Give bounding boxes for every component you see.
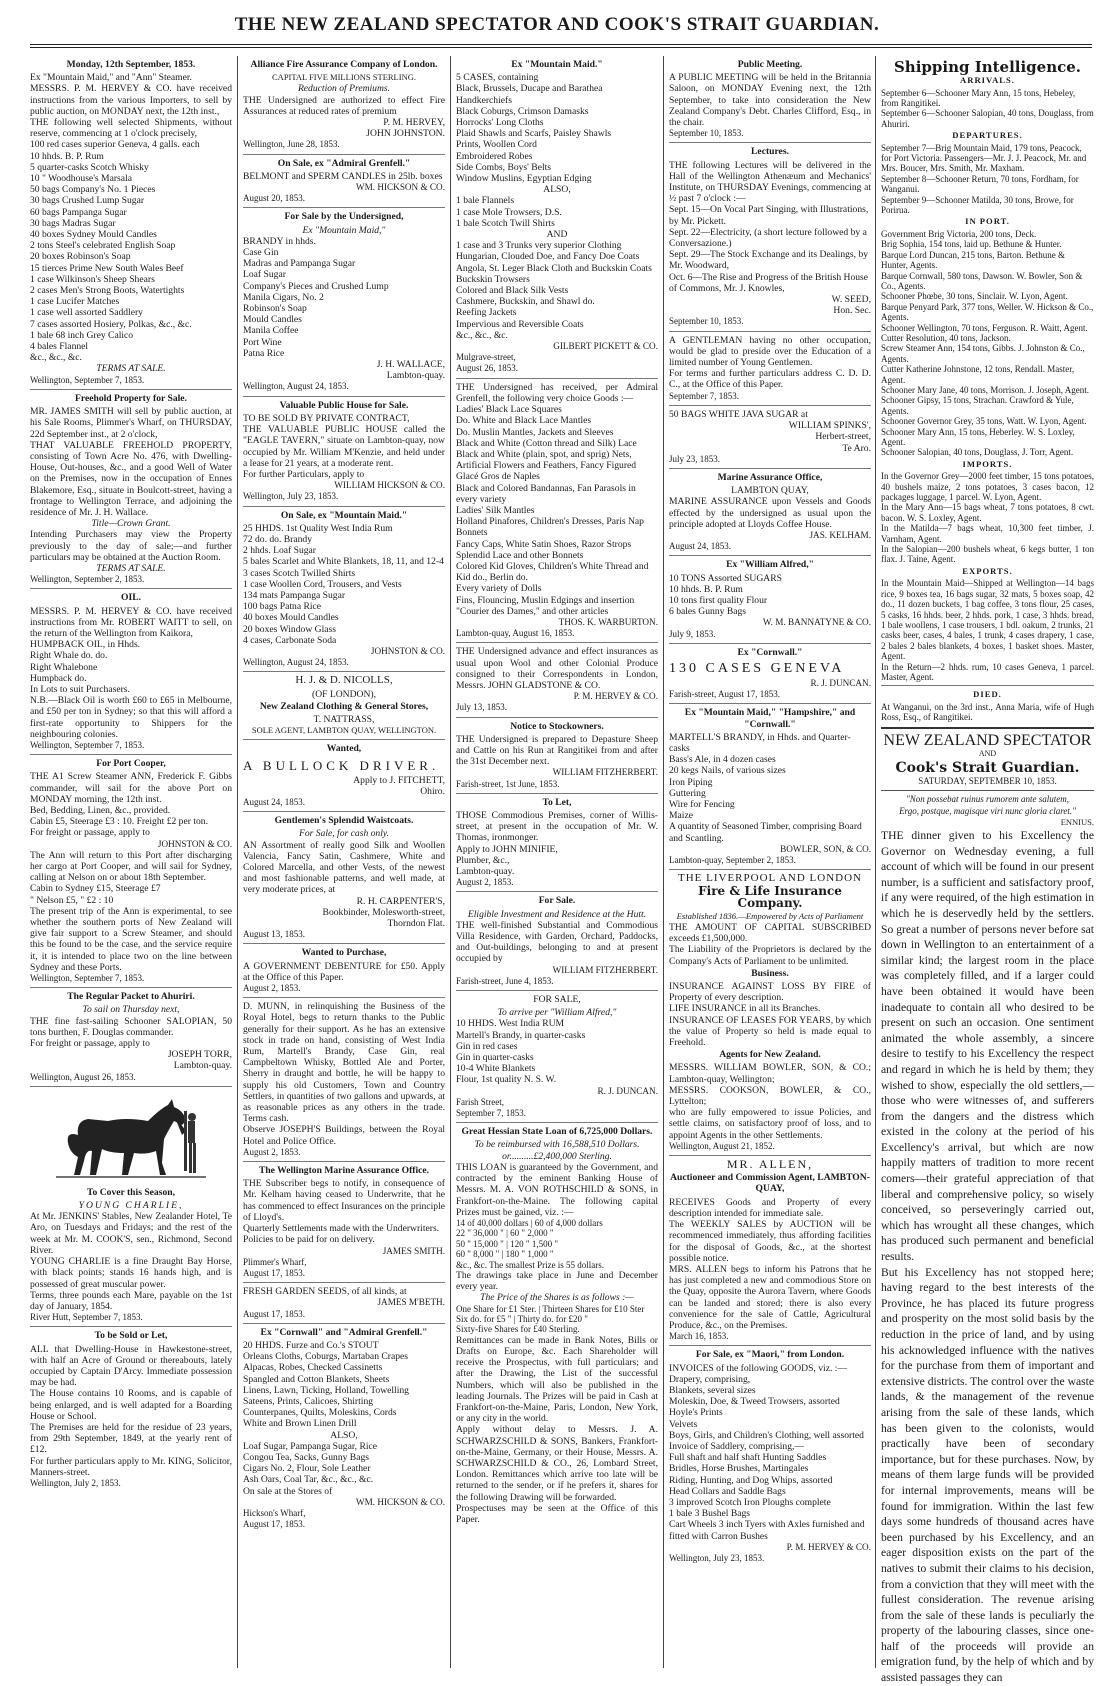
ad-text: THE Undersigned advance and effect insurances as usual upon Wool and other Colonial Produce consigned to their Correspondents in London, Messrs. JOHN GLADSTONE & CO. [456, 646, 658, 691]
waistcoats-ad [243, 815, 445, 944]
ad-heading: OIL. [121, 592, 141, 604]
ad-heading: Fire & Life Insurance Company. [698, 884, 842, 910]
ad-text: MESSRS. P. M. HERVEY & CO. have received instructions from Mr. ROBERT WAITT to sell, on the return of the Wellington from Kaikora, [30, 605, 232, 639]
ad-signature: WILLIAM FITZHERBERT. [552, 767, 658, 778]
ad-subheading: ALSO, [543, 184, 571, 196]
ad-signature: P. M. HERVEY, JOHN JOHNSTON. [366, 117, 445, 140]
column-3 [456, 58, 658, 1670]
ad-heading: Great Hessian State Loan of 6,725,000 Dollars. [461, 1126, 653, 1138]
ad-text: Intending Purchasers may view the Property previously to the day of sale;—and further particulars may be obtained at the Auction Room. [30, 529, 232, 563]
ad-subheading: Eligible Investment and Residence at the Hutt. [467, 908, 647, 920]
ad-date: August 24, 1853. [669, 541, 732, 552]
section-text: September 7—Brig Mountain Maid, 179 tons, Peacock, for Port Victoria. Passengers—Mr. J. J. Peacock, Mr. and Mrs. Boucer, Mrs. Smith, Mr. Maxham. September 8—Schooner Return, 70 tons, Fordham, for Wanganui. September 9—Schooner Matilda, 30 tons, Browe, for Porirua. [881, 142, 1087, 216]
ad-text: THE AMOUNT OF CAPITAL SUBSCRIBED exceeds £1,500,000. [669, 922, 871, 945]
ad-date: Wellington, September 7, 1853. [30, 739, 145, 750]
ad-signature: JAMES SMITH. [382, 1245, 445, 1256]
ad-items: 20 HHDS. Furze and Co.'s STOUT Orleans Cloths, Coburgs, Martaban Crapes Alpacas, Robes, Checked Cassinetts Spangled and Cotton Blankets, Sheets Linens, Lawn, Ticking, Holland, Towelling Sateens, Prints, Calicoes, Shirting Counterpanes, Quilts, Moleskins, Cords White and Brown Linen Drill [243, 1339, 409, 1430]
ad-items: 25 HHDS. 1st Quality West India Rum 72 do. do. Brandy 2 hhds. Loaf Sugar 5 bales Scarlet and White Blankets, 18, 11, and 12-4 3 cases Scotch Twilled Shirts 1 case Woollen Cord, Trousers, and Vests 134 mats Pampanga Sugar 100 bags Patna Rice 40 boxes Mould Candles 20 boxes Window Glass 4 cases, Carbonate Soda [243, 522, 444, 646]
ad-text: AN Assortment of really good Silk and Woollen Valencia, Fancy Satin, Cashmere, White and Colored Marcella, and other Vests, of the newest and most fashionable patterns, and well made, at very moderate prices, at [243, 839, 445, 896]
william-alfred-sale-ad [456, 994, 658, 1123]
column-2 [243, 58, 445, 1670]
ad-subheading: To sail on Thursday next, [82, 1004, 180, 1016]
ad-text: THE fine fast-sailing Schooner SALOPIAN, 50 tons burthen, F. Douglas commander. For freight or passage, apply to [30, 1015, 232, 1050]
ad-items: MARTELL'S BRANDY, in Hhds. and Quarter-casks Bass's Ale, in 4 dozen cases 20 kegs Nails, of various sizes Iron Piping Guttering Wire for Fencing Maize A quantity of Seasoned Timber, comprising Board and Scantling. [669, 731, 862, 844]
alliance-ad [243, 59, 445, 155]
ad-terms: TERMS AT SALE. [96, 562, 166, 574]
ad-signature: R. J. DUNCAN. [810, 677, 871, 688]
editorial-title: NEW ZEALAND SPECTATOR [883, 731, 1092, 749]
ad-date: Hickson's Wharf, August 17, 1853. [243, 1507, 306, 1530]
section-text: In the Mountain Maid—Shipped at Wellington—14 bags rice, 9 boxes tea, 16 bags sugar, 32 mats, 5 boxes soap, 42 do., 11 dozen buckets, 1 bag coffee, 3 tons flour, 25 cases, 5 casks, 16 hhds. beer, 2 hhds. pork, 1 case, 3 hhds. bread, 1 bale woollens, 1 case trousers, 1 bdl. oakum, 2 trunks, 21 casks beer, cases, 4 bales, 1 trunk, 4 cases drapery, 1 case, 2 bales 2 bales blankets, 4 boxes, 1 basket shoes. Master, Agent. In the Return—2 hhds. rum, 10 cases Geneva, 1 parcel. Master, Agent. [881, 578, 1094, 682]
horse-illustration [56, 1091, 206, 1183]
ad-text: THIS LOAN is guaranteed by the Government, and contracted by the eminent Banking House of Messrs. M. A. VON ROTHSCHILD & SONS, in Frankfort-on-the-Maine. The following capital Prizes must be gained, viz. :— [456, 1161, 658, 1218]
young-charlie-ad [30, 1091, 232, 1327]
ad-date: September 10, 1853. [669, 128, 744, 139]
ad-items: 10 HHDS. West India RUM Martell's Brandy, in quarter-casks Gin in red cases Gin in quarter-casks 10-4 White Blankets Flour, 1st quality N. S. W. [456, 1018, 586, 1086]
liverpool-insurance-ad [669, 873, 871, 1156]
ad-text: For further particulars apply to Mr. KING, Solicitor, Manners-street. [30, 1455, 232, 1478]
shipping-title: Shipping Intelligence. [893, 58, 1082, 76]
masthead-rule [30, 44, 1092, 45]
editorial-date: SATURDAY, SEPTEMBER 10, 1853. [918, 776, 1057, 787]
ad-signature: BOWLER, SON, & CO. [780, 843, 871, 854]
ad-text: A GENTLEMAN having no other occupation, would be glad to preside over the Education of a limited number of Young Gentlemen. For terms and further particulars address C. D. D. C., at the Office of this Paper. [669, 334, 871, 391]
ad-heading: Public Meeting. [737, 59, 803, 70]
ad-heading: Ex "William Alfred," [726, 559, 814, 571]
cornwall-geneva-ad [669, 647, 871, 705]
ad-heading: On Sale, ex "Mountain Maid." [280, 509, 408, 521]
ad-heading: For Sale by the Undersigned, [284, 211, 404, 223]
bowler-ad [669, 707, 871, 870]
maori-goods-ad [669, 1349, 871, 1567]
ad-items: HUMPBACK OIL, in Hhds. Right Whale do. do. Right Whalebone Humpback do. In Lots to suit Purchasers. [30, 639, 141, 695]
ad-signature: W. SEED, Hon. Sec. [831, 294, 871, 317]
ad-signature: GILBERT PICKETT & CO. [553, 341, 658, 352]
column-rule [237, 56, 238, 1668]
editorial-body: THE dinner given to his Excellency the Governor on Wednesday evening, a full account of which will be found in our present number, is a sufficient and satisfactory proof, if any were required, of the high estimation in which he is deservedly held by the settlers. So great a number of persons never before sat down in Wellington to an entertainment of a similar kind; the largest room in the place was completely filled, and if a larger could have been obtained it would have been inadequate to contain all who desired to be present on such an occasion. One sentiment animated the whole assembly, a sincere desire to testify to his Excellency the respect and regard in which he is held by them; they wished to show, especially the old settlers,—those who were witnesses of, and sufferers from the dangers and the distress which existed in the colony at the period of his Excellency's arrival, but which are now happily matters of tradition to more recent comers—their grateful appreciation of that liberal and comprehensive policy, so wisely conceived, so perseveringly carried out, which has wrought all these changes, which has produced such permanent and beneficial results. But his Excellency has not stopped here; having regard to the best interests of the Province, he has placed its future progress and prosperity on the most solid basis by the reduction in the price of land, and by using his acknowledged influence with the natives for the purchase from them of important and extensive districts. The control over the waste lands, & the management of the revenue arising from the sale of these lands, which has been given to the colonists, would practically have been of secondary importance, but for these purchases. Now, by means of them large funds will be provided for internal improvements, means will be found for immigration. Within the last few days some hundreds of thousand acres have been purchased by his Excellency, and an eager disposition exists on the part of the natives to submit their claims to his decision, from a conviction that they will meet with the fullest consideration. The revenue arising from the sale of these lands is peculiarly the property of the labouring classes, since one-half of the proceeds will provide an emigration fund, by the help of which and by assisted passages they can [881, 829, 1094, 1685]
warburton-ad [456, 382, 658, 644]
ad-date: Wellington, August 24, 1853. [243, 657, 349, 668]
ad-heading: For Sale. [538, 895, 576, 907]
ad-text: The WEEKLY SALES by AUCTION will be recommenced immediately, thus affording facilities for the disposal of Goods, &c., at the shortest possible notice. [669, 1219, 871, 1264]
oil-ad [30, 592, 232, 755]
ad-text: THE following Lectures will be delivered in the Hall of the Wellington Athenæum and Mechanics' Institute, on THURSDAY Evenings, commencing at ½ past 7 o'clock :— [669, 159, 871, 205]
ad-items: BRANDY in hhds. Case Gin Madras and Pampanga Sugar Loaf Sugar Company's Pieces and Crushed Lump Manila Cigars, No. 2 Robinson's Soap Mould Candles Manila Coffee Port Wine Patna Rice [243, 235, 389, 359]
ad-date: August 17, 1853. [243, 1308, 306, 1319]
section-heading: IN PORT. [965, 216, 1010, 227]
ad-items: 1 bale Flannels 1 case Mole Trowsers, D.S. 1 bale Scotch Twill Shirts [456, 195, 562, 229]
ad-text: Title—Crown Grant. [91, 518, 171, 530]
ad-heading: Business. [751, 967, 789, 979]
ad-text: 50 BAGS WHITE JAVA SUGAR at [669, 408, 808, 420]
ad-text: The present trip of the Ann is experimental, to see whether the southern ports of New Zealand will give fair support to a Screw Steamer, and should this be found to be the case, and the service require it, it is intended to place two on the line between Sydney and these Ports. [30, 905, 232, 973]
ad-signature: JOHNSTON & CO. [370, 645, 445, 656]
editorial-title-and: AND [978, 748, 997, 758]
ad-text: THE well-finished Substantial and Commodious Villa Residence, with Garden, Orchard, Paddocks, and Out-buildings, belonging to and at present occupied by [456, 919, 658, 965]
ad-date: August 2, 1853. [243, 983, 301, 994]
ad-text: THE VALUABLE PUBLIC HOUSE called the "EAGLE TAVERN," situate on Lambton-quay, now occupied by Mr. William M'Kenzie, and held under a lease for 21 years, at a moderate rent. For further Particulars, apply to [243, 424, 445, 480]
ad-date: March 16, 1853. [669, 1331, 729, 1342]
ad-signature: THOS. K. WARBURTON. [558, 616, 658, 627]
ad-signature: JOSEPH TORR, Lambton-quay. [167, 1049, 232, 1072]
ad-subheading: ALSO, [330, 1429, 358, 1441]
column-5 [881, 58, 1094, 1685]
ad-title: 130 CASES GENEVA [669, 660, 845, 676]
ad-heading: Gentlemen's Splendid Waistcoats. [274, 815, 414, 827]
ad-heading: Marine Assurance Office, [717, 471, 823, 483]
stout-ad [243, 1327, 445, 1534]
tavern-ad [243, 400, 445, 507]
ad-subheading: YOUNG CHARLIE, [78, 1200, 184, 1212]
ad-text: Terms, three pounds each Mare, payable on the 1st day of January, 1854. [30, 1289, 232, 1312]
ad-date: Wellington, August 21, 1852. [669, 1140, 775, 1151]
ad-intro: Ex "Mountain Maid," and "Ann" Steamer. MESSRS. P. M. HERVEY & CO. have received instructions from the various Importers, to sell by public auction, on MONDAY next, the 12th inst., [30, 72, 232, 117]
ad-date: August 2, 1853. [456, 877, 514, 888]
ad-date: Wellington, July 23, 1853. [243, 491, 339, 502]
ad-text: THE Undersigned are authorized to effect Fire Assurances at reduced rates of premium [243, 94, 445, 117]
ad-signature: JAMES M'BETH. [377, 1297, 445, 1308]
ad-heading: New Zealand Clothing & General Stores, [259, 700, 429, 712]
ad-text: Established 1836.—Empowered by Acts of Parliament [676, 910, 864, 921]
ad-text: THE Subscriber begs to notify, in consequence of Mr. Kelham having ceased to Underwrite, that he has commenced to effect Insurances on the principle of Lloyd's. Quarterly Settlements made with the Underwriters. Policies to be paid for on delivery. [243, 1178, 445, 1246]
ad-date: Farish-street, August 17, 1853. [669, 689, 780, 700]
column-4 [669, 58, 871, 1670]
ad-signature: R. J. DUNCAN. [597, 1085, 658, 1096]
allen-ad [669, 1159, 871, 1346]
ad-date: Wellington, June 28, 1853. [243, 139, 340, 150]
ad-text: FRESH GARDEN SEEDS, of all kinds, at [243, 1286, 407, 1298]
java-sugar-ad [669, 409, 871, 469]
ad-heading: To Cover this Season, [87, 1186, 175, 1198]
column-1 [30, 58, 232, 1670]
ad-date: Wellington, September 7, 1853. [30, 973, 145, 984]
ad-heading: THE LIVERPOOL AND LONDON [678, 872, 862, 885]
marine-office-ad [243, 1165, 445, 1283]
nicolls-ad [243, 675, 445, 740]
ad-date: July 13, 1853. [456, 702, 508, 713]
ad-text: MRS. ALLEN begs to inform his Patrons that he has just completed a new and commodious Store on the Quay, opposite the Aurora Tavern, where Goods can be landed and stored; there is also every convenience for the sale of Cattle, Agricultural Produce, &c., on the Premises. [669, 1263, 871, 1331]
to-let-ad [456, 797, 658, 893]
ad-text: RECEIVES Goods and Property of every description intended for immediate sale. [669, 1196, 871, 1219]
ad-date: July 23, 1853. [669, 453, 721, 464]
ad-date: Wellington, July 23, 1853. [669, 1552, 765, 1563]
port-cooper-ad [30, 758, 232, 988]
advance-ad [456, 646, 658, 717]
section-heading: IMPORTS. [962, 458, 1013, 469]
ad-text: D. MUNN, in relinquishing the Business of the Royal Hotel, begs to return thanks to the Public generally for their support. As he has an extensive stock in trade on hand, consisting of West India Rum, Martell's Brandy, Case Gin, real Campbeltown Whisky, Bottled Ale and Porter, Sherry in draught and bottle, he will be happy to supply his old Customers, Town and Country Settlers, in quantities of two gallons and upwards, at as reasonable prices as any others in the trade. Terms cash. [243, 1001, 445, 1125]
ad-signature: WM. HICKSON & CO. [355, 182, 445, 193]
ad-text: The House contains 10 Rooms, and is capable of being enlarged, and is well adapted for a Boarding House or School. [30, 1388, 232, 1422]
editorial-epigraph: "Non possebat ruinus rumorem ante salutem, Ergo, postque, magisque viri nunc gloria claret." [899, 794, 1076, 816]
ad-items: 10 TONS Assorted SUGARS 10 hhds. B. P. Rum 10 tons first quality Flour 6 bales Gunny Bags [669, 572, 782, 618]
ad-date: September 7, 1853. [669, 390, 739, 401]
ad-date: July 9, 1853. [669, 628, 716, 639]
ad-text: SOLE AGENT, LAMBTON QUAY, WELLINGTON. [251, 725, 437, 736]
ad-heading: On Sale, ex "Admiral Grenfell." [277, 157, 411, 169]
ad-text: TO BE SOLD BY PRIVATE CONTRACT, [243, 412, 410, 424]
ad-date: August 2, 1853. [243, 1146, 301, 1157]
ad-subheading: CAPITAL FIVE MILLIONS STERLING. [272, 72, 416, 83]
pickett-ad [456, 59, 658, 379]
gentleman-ad [669, 335, 871, 406]
ad-text: Observe JOSEPH'S Buildings, between the Royal Hotel and Police Office. [243, 1124, 445, 1147]
ad-text: BELMONT and SPERM CANDLES in 25lb. boxes [243, 170, 443, 182]
ad-date: September 10, 1853. [669, 316, 744, 327]
ad-signature: WILLIAM FITZHERBERT. [552, 964, 658, 975]
ad-heading: Wanted, [326, 743, 362, 755]
ad-text: The Premises are held for the residue of 23 years, from 29th September, 1849, at the yearly rent of £12. [30, 1421, 232, 1456]
ad-subheading: The Price of the Shares is as follows :— [480, 1292, 634, 1304]
ad-text: MESSRS. WILLIAM BOWLER, SON, & CO.; Lambton-quay, Wellington; MESSRS. COOKSON, BOWLER, & CO., Lyttelton; who are fully empowered to issue Policies, and settle claims, on satisfactory proof of loss, and to appoint Agents in the other Settlements. [669, 1062, 871, 1141]
date-heading: Monday, 12th September, 1853. [66, 59, 196, 70]
section-heading: ARRIVALS. [960, 75, 1015, 86]
ad-heading: Ex "Mountain Maid." [511, 59, 603, 70]
section-text: In the Governor Grey—2000 feet timber, 15 tons potatoes, 40 bushels maize, 2 tons potatoes, 3 cases bacon, 12 packages luggage, 1 parcel. W. Lyon, Agent. In the Mary Ann—15 bags wheat, 7 tons potatoes, 8 cwt. bacon. W. S. Loxley, Agent. In the Matilda—7 bags wheat, 10,300 feet timber, J. Varnham, Agent. In the Salopian—200 bushels wheat, 6 kegs butter, 1 ton flax. J. Taine, Agent. [881, 471, 1094, 565]
ad-text: THOSE Commodious Premises, corner of Willis-street, at present in the occupation of Mr. W. Thomas, ironmonger. Apply to JOHN MINIFIE, Plumber, &c., Lambton-quay. [456, 810, 658, 878]
section-heading: DEPARTURES. [952, 130, 1023, 141]
ad-text: INSURANCE AGAINST LOSS BY FIRE of Property of every description. LIFE INSURANCE in all its Branches. INSURANCE OF LEASES FOR YEARS, by which the value of Property so held is made equal to Freehold. [669, 981, 871, 1049]
ad-items: 1 case and 3 Trunks very superior Clothing Hungarian, Clouded Doe, and Fancy Doe Coats Angola, St. Leger Black Cloth and Buckskin Coats Buckskin Trowsers Colored and Black Silk Vests Cashmere, Buckskin, and Shawl do. Reefing Jackets Impervious and Reversible Coats &c., &c., &c. [456, 240, 652, 341]
ad-text: YOUNG CHARLIE is a fine Draught Bay Horse, with black points; stands 16 hands high, and is possessed of great muscular power. [30, 1256, 232, 1290]
debenture-ad [243, 947, 445, 998]
marine-assurance-ad [669, 472, 871, 556]
ad-date: August 24, 1853. [243, 796, 306, 807]
ad-date: Wellington, July 2, 1853. [30, 1477, 121, 1488]
ad-signature: R. H. CARPENTER'S, Bookbinder, Molesworth-street, Thorndon Flat. [322, 895, 445, 930]
ad-subheading: (OF LONDON), [312, 688, 376, 700]
column-rule [450, 56, 451, 1668]
bullock-ad [243, 743, 445, 812]
ad-items: 5 CASES, containing Black, Brussels, Ducape and Barathea Handkerchiefs Black Coburgs, Crimson Damasks Horrocks' Long Cloths Plaid Shawls and Scarfs, Paisley Shawls Prints, Woollen Cord Embroidered Robes Side Combs, Boys' Belts Window Muslins, Egyptian Edging [456, 72, 612, 185]
ad-date: River Hutt, September 7, 1853. [30, 1312, 143, 1323]
ad-date: Farish-street, 1st June, 1853. [456, 778, 560, 789]
ahuriri-ad [30, 991, 232, 1087]
ad-heading: MR. ALLEN, [726, 1157, 814, 1172]
ad-heading: For Sale, ex "Maori," from London. [695, 1349, 845, 1361]
ad-items: Loaf Sugar, Pampanga Sugar, Rice Congou Tea, Sacks, Gunny Bags Cigars No. 2, Flour, Sole Leather Ash Oars, Coal Tar, &c., &c., &c. On sale at the Stores of [243, 1440, 378, 1497]
ad-heading: Wanted to Purchase, [301, 947, 387, 959]
price-table: One Share for £1 Ster. | Thirteen Shares for £10 Ster Six do. for £5 " | Thirty do. for £20 " Sixty-five Shares for £40 Sterling. [456, 1303, 645, 1335]
candles-ad [243, 158, 445, 209]
ad-text: N.B.—Black Oil is worth £60 to £65 in Melbourne, and £50 per ton in Sydney; so that this will afford a first-rate opportunity to Shippers for the neighbouring colonies. [30, 695, 232, 740]
ad-subheading: Auctioneer and Commission Agent, LAMBTON-QUAY, [670, 1172, 870, 1195]
ad-subheading: To be reimbursed with 16,588,510 Dollars. or..........£2,400,000 Sterling. [474, 1139, 640, 1162]
ad-subheading: Ex "Mountain Maid," [302, 224, 386, 236]
ad-date: Wellington, September 7, 1853. [30, 374, 145, 385]
ad-text: A GOVERNMENT DEBENTURE for £50. Apply at the Office of this Paper. [243, 960, 445, 983]
ad-heading: Freehold Property for Sale. [75, 392, 187, 404]
column-rule [875, 56, 876, 1668]
ad-text: Bed, Bedding, Linen, &c., provided. Cabin £5, Steerage £3 : 10. Freight £2 per ton. For freight or passage, apply to [30, 805, 208, 839]
ad-text: Apply without delay to Messrs. J. A. SCHWARZSCHILD & SONS, Bankers, Frankfort-on-the-Maine, Germany, or their House, Messrs. A. SCHWARZSCHILD & CO., 26, Lombard Street, London. Remittances which arrive too late will be returned to the sender, or if he prefers it, shares for the following Drawing will be forwarded. [456, 1424, 658, 1503]
ad-date: Wellington, August 26, 1853. [30, 1071, 136, 1082]
ad-heading: FOR SALE, [533, 994, 581, 1006]
wallace-ad [243, 211, 445, 396]
ad-items: Ladies' Black Lace Squares Do. White and Black Lace Mantles Do. Muslin Mantles, Jackets and Sleeves Black and White (Cotton thread and Silk) Lace Black and White (plain, spot, and sprig) Nets, Artificial Flowers and Feathers, Fancy Figured Glacé Gros de Naples Black and Colored Bandannas, Fan Parasols in every variety Ladies' Silk Mantles Holland Pinafores, Children's Dresses, Paris Nap Bonnets Fancy Caps, White Satin Shoes, Razor Strops Splendid Lace and other Bonnets Colored Kid Gloves, Children's White Thread and Kid do., Berlin do. Every variety of Dolls Fins, Flouncing, Muslin Edgings and insertion "Courier des Dames," and other articles [456, 404, 649, 617]
ad-terms: TERMS AT SALE. [96, 363, 166, 375]
stockowners-ad [456, 721, 658, 794]
ad-date: Mulgrave-street, August 26, 1853. [456, 352, 519, 374]
editorial-title-2: Cook's Strait Guardian. [895, 759, 1080, 776]
ad-text: THAT VALUABLE FREEHOLD PROPERTY, consisting of Town Acre No. 476, with Dwelling-House, Out-houses, &c., and a good Well of Water on the Premises, now in the occupation of Ennes Blakemore, Esq., situate in Boulcott-street, having a frontage to Wellington Terrace, and adjoining the residence of Mr. J. H. Wallace. [30, 439, 232, 518]
ad-signature: WILLIAM SPINKS', Herbert-street, Te Aro. [788, 420, 871, 454]
ad-text: ALL that Dwelling-House in Hawkestone-street, with half an Acre of Ground or thereabouts, lately occupied by Captain D'Arcy. Immediate possession may be had. [30, 1343, 232, 1389]
ad-heading: For Port Cooper, [96, 758, 166, 770]
ad-heading: To Let, [542, 796, 572, 808]
ad-text: THE Undersigned has received, per Admiral Grenfell, the following very choice Goods :— [456, 381, 658, 404]
hutt-residence-ad [456, 895, 658, 991]
ad-text: Remittances can be made in Bank Notes, Bills or Drafts on Europe, &c. Each Shareholder will receive the Prospectus, with full particulars; and after the Drawing, the List of the successful Numbers, which will also be published in the leading Journals. The Prizes will be paid in Cash at Frankfort-on-the-Maine, Paris, London, New York, or any city in the world. [456, 1334, 658, 1425]
auction-hervey [30, 59, 232, 390]
ad-date: Wellington, September 2, 1853. [30, 574, 145, 585]
ad-date: Wellington, August 24, 1853. [243, 381, 349, 392]
section-heading: EXPORTS. [962, 565, 1013, 576]
ad-heading: The Regular Packet to Ahuriri. [67, 991, 195, 1003]
ad-date: Farish Street, September 7, 1853. [456, 1096, 526, 1119]
ad-text: THE A1 Screw Steamer ANN, Frederick F. Gibbs commander, will sail for the above Port on MONDAY morning, the 12th inst. [30, 771, 232, 805]
ad-text: Prospectuses may be seen at the Office of this Paper. [456, 1502, 658, 1526]
ad-lead: THE following well selected Shipments, without reserve, commencing at 1 o'clock precisely, [30, 117, 232, 140]
ad-subheading: AND [546, 229, 568, 241]
ad-subheading: Reduction of Premiums. [297, 83, 391, 95]
ad-date: August 20, 1853. [243, 193, 306, 204]
ad-subheading: To arrive per "William Alfred," [497, 1007, 617, 1019]
ad-heading: Ex "Cornwall" and "Admiral Grenfell." [260, 1326, 428, 1338]
ad-text: The Liability of the Proprietors is declared by the Company's Acts of Parliament to be unlimited. [669, 944, 871, 967]
ad-heading: Alliance Fire Assurance Company of London. [250, 59, 438, 70]
ad-title: A BULLOCK DRIVER. [243, 757, 440, 773]
ad-text: MR. JAMES SMITH will sell by public auction, at his Sale Rooms, Plimmer's Wharf, on THURSDAY, 22d September inst., at 2 o'clock, [30, 406, 232, 440]
hessian-loan-ad [456, 1126, 658, 1528]
ad-signature: JAS. KELHAM. [809, 529, 871, 540]
ad-text: Cabin to Sydney £15, Steerage £7 " Nelson £5, " £2 : 10 [30, 883, 161, 906]
ad-heading: Lectures. [751, 146, 789, 158]
ad-heading: The Wellington Marine Assurance Office. [258, 1165, 430, 1177]
ad-signature: P. M. HERVEY & CO. [573, 691, 658, 702]
freehold-ad [30, 393, 232, 589]
ad-text: Apply to J. FITCHETT, Ohiro. [353, 774, 445, 797]
ad-date: Plimmer's Wharf, August 17, 1853. [243, 1256, 307, 1278]
ad-subheading: LAMBTON QUAY, [731, 485, 809, 497]
ad-date: Lambton-quay, August 16, 1853. [456, 628, 575, 639]
ad-text: T. NATTRASS, [313, 713, 375, 725]
ad-signature: P. M. HERVEY & CO. [786, 1541, 871, 1552]
ad-heading: To be Sold or Let, [94, 1330, 168, 1342]
ad-heading: Ex "Cornwall." [737, 646, 803, 658]
ad-items: Sept. 15—On Vocal Part Singing, with Illustrations, by Mr. Pickett. Sept. 22—Electricity, (a short lecture followed by a Conversazione.) Sept. 29—The Stock Exchange and its Dealings, by Mr. Woodward, Oct. 6—The Rise and Progress of the British House of Commons, Mr. J. Knowles, [669, 204, 869, 294]
ad-text: The Ann will return to this Port after discharging her cargo at Port Cooper, and will sail for Sydney, calling at Nelson on or about 18th September. [30, 849, 232, 884]
ad-text: THE Undersigned is prepared to Depasture Sheep and Cattle on his Run at Rangitikei from and after the 31st December next. [456, 733, 658, 768]
ad-date: Farish-street, June 4, 1853. [456, 975, 554, 986]
column-rule [663, 56, 664, 1668]
ad-heading: H. J. & D. NICOLLS, [295, 674, 393, 687]
mountain-maid-ad [243, 510, 445, 673]
ad-subheading: For Sale, for cash only. [298, 828, 390, 840]
ad-text: A PUBLIC MEETING will be held in the Britannia Saloon, on MONDAY Evening next, the 12th September, to take into consideration the New Zealand Company's Debt. Charles Clifford, Esq., in the chair. [669, 72, 871, 129]
sold-or-let-ad [30, 1330, 232, 1492]
lectures-ad [669, 146, 871, 331]
epigraph-source: ENNIUS. [1060, 816, 1094, 827]
section-text: September 6—Schooner Mary Ann, 15 tons, Hebeley, from Rangitikei. September 6—Schooner Salopian, 40 tons, Douglass, from Ahuriri. [881, 87, 1094, 129]
masthead-rule-2 [30, 47, 1092, 48]
ad-date: Lambton-quay, September 2, 1853. [669, 855, 796, 865]
ad-heading: Notice to Stockowners. [510, 720, 604, 732]
public-meeting-ad [669, 59, 871, 143]
ad-heading: Agents for New Zealand. [719, 1049, 821, 1061]
ad-signature: W. M. BANNATYNE & CO. [762, 617, 871, 628]
ad-text: INVOICES of the following GOODS, viz. :— [669, 1362, 848, 1374]
ad-signature: J. H. WALLACE, Lambton-quay. [376, 359, 445, 382]
munn-ad [243, 1001, 445, 1162]
ad-date: August 13, 1853. [243, 929, 306, 940]
seeds-ad [243, 1286, 445, 1324]
ad-items: 100 red cases superior Geneva, 4 galls. each 10 hhds. B. P. Rum 5 quarter-casks Scotch Whisky 10 " Woodhouse's Marsala 50 bags Company's No. 1 Pieces 30 bags Crushed Lump Sugar 60 bags Pampanga Sugar 30 bags Madras Sugar 40 boxes Sydney Mould Candles 2 tons Steel's celebrated English Soap 20 boxes Robinson's Soap 15 tierces Prime New South Wales Beef 1 case Wilkinson's Sheep Shears 2 cases Men's Strong Boots, Watertights 1 case Lucifer Matches 1 case well assorted Saddlery 7 cases assorted Hosiery, Polkas, &c., &c. 1 bale 68 inch Grey Calico 4 bales Flannel &c., &c., &c. [30, 139, 200, 364]
ad-heading: Ex "Mountain Maid," "Hampshire," and "Cornwall." [684, 707, 856, 730]
ad-items: Drapery, comprising, Blankets, several sizes Moleskin, Doe, & Tweed Trowsers, assorted Hoyle's Prints Velvets Boys, Girls, and Children's Clothing, well assorted Invoice of Saddlery, comprising,— Full shaft and half shaft Hunting Saddles Bridles, Horse Brushes, Martingales Riding, Hunting, and Dog Whips, assorted Head Collars and Saddle Bags 3 improved Scotch Iron Ploughs complete 1 bale 3 Bushel Bags Cart Wheels 3 inch Tyers with Axles furnished and fitted with Carron Bushes [669, 1373, 865, 1542]
ad-signature: WM. HICKSON & CO. [355, 1496, 445, 1507]
ad-signature: WILLIAM HICKSON & CO. [334, 480, 445, 491]
ad-text: MARINE ASSURANCE upon Vessels and Goods effected by the undersigned as usual upon the principle adopted at Lloyds Coffee House. [669, 496, 871, 530]
ad-signature: JOHNSTON & CO. [157, 838, 232, 849]
ad-text: At Mr. JENKINS' Stables, New Zealander Hotel, Te Aro, on Tuesdays and Fridays; and the rest of the week at Mr. M. COOK'S, sen., Richmond, Second River. [30, 1211, 232, 1256]
section-text: Government Brig Victoria, 200 tons, Deck. Brig Sophia, 154 tons, laid up. Bethune & Hunter. Barque Lord Duncan, 215 tons, Barton. Bethune & Hunter, Agents. Barque Cornwall, 580 tons, Dawson. W. Bowler, Son & Co., Agents. Schooner Phœbe, 30 tons, Sinclair. W. Lyon, Agent. Barque Penyard Park, 377 tons, Weller. W. Hickson & Co., Agents. Schooner Wellington, 70 tons, Ferguson. R. Waitt, Agent. Cutter Resolution, 40 tons, Jackson. Screw Steamer Ann, 154 tons, Gibbs. J. Johnston & Co., Agents. Cutter Katherine Johnstone, 12 tons, Rendall. Master, Agent. Schooner Mary Jane, 40 tons, Morrison. J. Joseph, Agent. Schooner Gipsy, 15 tons, Strachan. Crawford & Yule, Agents. Schooner Governor Grey, 35 tons, Watt. W. Lyon, Agent. Schooner Mary Ann, 15 tons, Heberley. W. S. Loxley, Agent. Schooner Salopian, 40 tons, Douglass, J. Torr, Agent. [881, 228, 1094, 458]
william-alfred-ad [669, 559, 871, 643]
ad-text: The drawings take place in June and December every year. [456, 1269, 658, 1293]
section-text: At Wanganui, on the 3rd inst., Anna Maria, wife of Hugh Ross, Esq., of Rangitikei. [881, 701, 1094, 723]
ad-heading: Valuable Public House for Sale. [279, 399, 409, 411]
masthead: THE NEW ZEALAND SPECTATOR AND COOK'S STRAIT GUARDIAN. [234, 14, 880, 35]
prize-table: 14 of 40,000 dollars | 60 of 4,000 dollars 22 " 36,000 " | 60 " 2,000 " 50 " 15,000 " | 120 " 1,500 " 60 " 8,000 " | 180 " 1,000 " &c., &c. The smallest Prize is 55 dollars. [456, 1217, 605, 1270]
section-heading: DIED. [973, 689, 1002, 700]
